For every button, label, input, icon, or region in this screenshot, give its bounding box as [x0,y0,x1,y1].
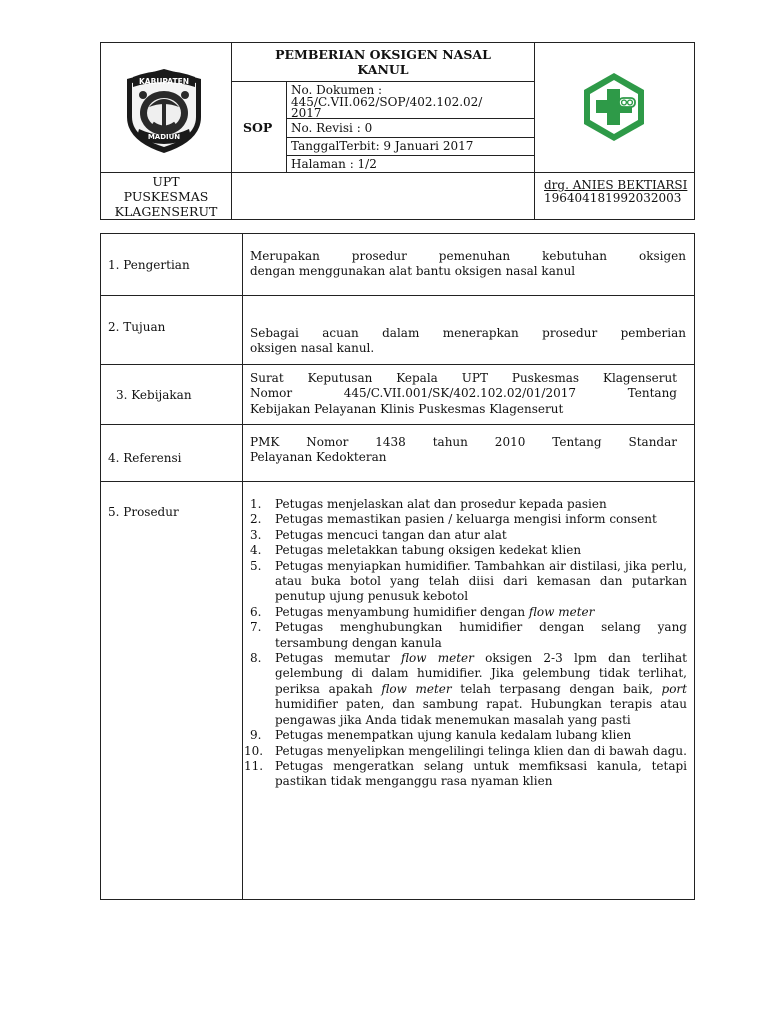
tujuan-text-line1: Sebagai acuan dalam menerapkan prosedur pemberian [250,326,686,340]
kebijakan-text-line2: Nomor 445/C.VII.001/SK/402.102.02/01/2017 Tentang [250,386,677,400]
tujuan-text-line2: oksigen nasal kanul. [250,341,375,355]
doc-no-value: 445/C.VII.062/SOP/402.102.02/ [291,95,483,109]
referensi-text-line1: PMK Nomor 1438 tahun 2010 Tentang Standar [250,435,677,449]
prosedur-step: 2. Petugas memastikan pasien / keluarga mengisi inform consent [250,512,657,527]
pengertian-text-line2: dengan menggunakan alat bantu oksigen nasal kanul [250,264,576,278]
prosedur-step: 1. Petugas menjelaskan alat dan prosedur kepada pasien [250,497,607,511]
kebijakan-label: 3. Kebijakan [116,388,192,402]
puskesmas-logo-icon [578,71,650,143]
prosedur-label: 5. Prosedur [108,505,179,519]
sop-label: SOP [243,120,273,135]
prosedur-step: 8. Petugas memutar flow meter oksigen 2-3 lpm dan terlihat gelembung di dalam humidifier. Jika gelembung tidak terlihat, periksa apakah flow meter telah terpasang dengan baik, port humidifier paten, dan sambung rapat. Hubungkan terapis atau pengawas jika Anda tidak menemukan masalah yang pasti [250,651,687,727]
pengertian-label: 1. Pengertian [108,258,190,272]
sop-title-line2: KANUL [357,62,409,77]
prosedur-step: 5. Petugas menyiapkan humidifier. Tambahkan air distilasi, jika perlu, atau buka botol yang telah diisi dari kemasan dan putarkan penutup ujung penusuk kebotol [250,558,687,604]
prosedur-steps [244,497,687,790]
referensi-label: 4. Referensi [108,451,182,465]
org-name-line3: KLAGENSERUT [114,204,218,219]
signer-nip: 196404181992032003 [544,191,682,205]
revision-number: No. Revisi : 0 [291,121,373,135]
page-number: Halaman : 1/2 [291,157,377,171]
org-name-line2: PUSKESMAS [123,189,209,204]
sop-title-line1: PEMBERIAN OKSIGEN NASAL [275,47,491,62]
prosedur-step: 3. Petugas mencuci tangan dan atur alat [250,527,507,542]
sop-title [232,47,534,77]
kebijakan-text-line3: Kebijakan Pelayanan Klinis Puskesmas Klagenserut [250,402,564,416]
doc-no-value-year: 2017 [291,106,322,120]
kabupaten-madiun-logo-icon [119,65,209,155]
tujuan-label: 2. Tujuan [108,320,166,334]
doc-no-label: No. Dokumen : [291,83,383,97]
kebijakan-text-line1: Surat Keputusan Kepala UPT Puskesmas Klagenserut [250,371,677,385]
pengertian-text-line1: Merupakan prosedur pemenuhan kebutuhan oksigen [250,249,686,263]
prosedur-step: 11. Petugas mengeratkan selang untuk memfiksasi kanula, tetapi pastikan tidak menganggu rasa nyaman klien [244,758,687,789]
prosedur-step: 7. Petugas menghubungkan humidifier dengan selang yang tersambung dengan kanula [250,620,687,650]
issue-date: TanggalTerbit: 9 Januari 2017 [291,139,474,153]
svg-text:KABUPATEN: KABUPATEN [139,77,189,86]
prosedur-step: 10. Petugas menyelipkan mengelilingi telinga klien dan di bawah dagu. [244,743,687,758]
prosedur-step: 9. Petugas menempatkan ujung kanula kedalam lubang klien [250,728,632,743]
prosedur-step: 6. Petugas menyambung humidifier dengan flow meter [250,604,595,619]
svg-text:MADIUN: MADIUN [147,133,181,141]
referensi-text-line2: Pelayanan Kedokteran [250,450,387,464]
org-name [101,174,231,219]
prosedur-step: 4. Petugas meletakkan tabung oksigen kedekat klien [250,543,582,558]
signer-name: drg. ANIES BEKTIARSI [544,178,688,192]
org-name-line1: UPT [152,174,180,189]
